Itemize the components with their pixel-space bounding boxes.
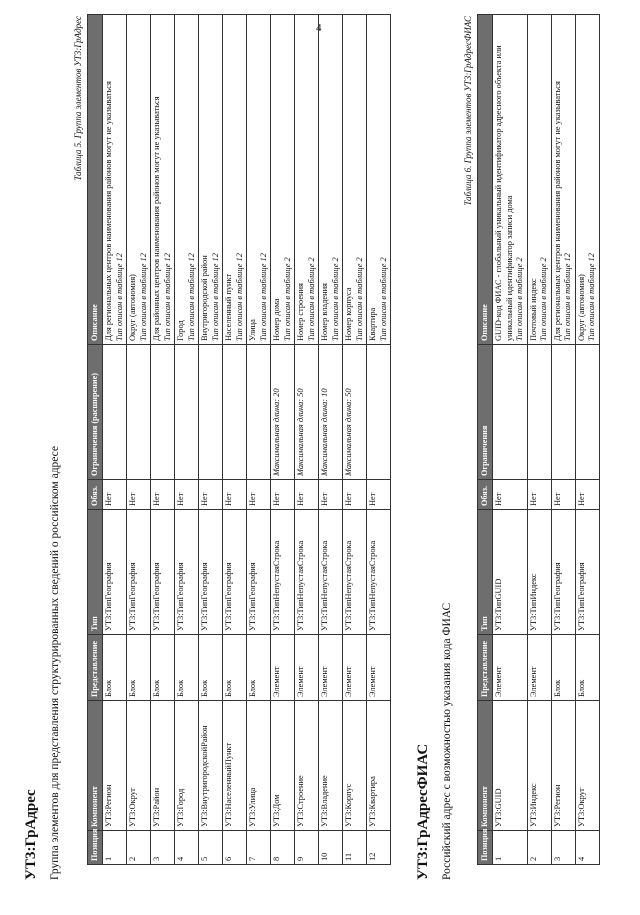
position-cell: 5 [199, 831, 223, 865]
type-cell: УТ3:ТипГеография [175, 510, 199, 635]
description-cell [247, 15, 271, 345]
description-line: Почтовый индекс [528, 278, 538, 341]
table-row [247, 15, 271, 865]
restriction-cell [127, 345, 151, 480]
restriction-cell [551, 345, 575, 480]
position-cell: 7 [247, 831, 271, 865]
position-cell: 4 [575, 831, 599, 865]
restriction-cell [247, 345, 271, 480]
component-cell: УТ3:Регион [551, 701, 575, 831]
description-cell [295, 15, 319, 345]
table-row [127, 15, 151, 865]
description-line: Округ (автономия) [128, 274, 138, 341]
component-cell: УТ3:Дом [271, 701, 295, 831]
required-cell: Нет [319, 480, 343, 510]
description-line: Для региональных центров наименования районов могут не указываться [104, 81, 114, 341]
position-cell: 6 [223, 831, 247, 865]
table-row [319, 15, 343, 865]
position-cell: 12 [367, 831, 391, 865]
component-cell: УТ3:Владение [319, 701, 343, 831]
table-row [271, 15, 295, 865]
required-cell: Нет [575, 480, 599, 510]
position-cell: 8 [271, 831, 295, 865]
representation-cell: Блок [175, 635, 199, 701]
type-cell: УТ3:ТипГеография [127, 510, 151, 635]
description-line: Тип описан в таблице 12 [234, 253, 244, 341]
representation-cell: Элемент [271, 635, 295, 701]
header-required: Обяз. [478, 480, 493, 510]
component-cell: УТ3:Квартира [367, 701, 391, 831]
restriction-cell [367, 345, 391, 480]
position-cell: 1 [103, 831, 127, 865]
component-cell: УТ3:Индекс [527, 701, 551, 831]
component-cell: УТ3:НаселенныйПункт [223, 701, 247, 831]
description-line: Тип описан в таблице 2 [354, 257, 364, 341]
restriction-cell [151, 345, 175, 480]
header-restrictions: Ограничения (расширение) [88, 345, 103, 480]
representation-cell: Блок [151, 635, 175, 701]
header-position: Позиция [88, 831, 103, 865]
type-cell: УТ3:ТипГеография [247, 510, 271, 635]
component-cell: УТ3:GUID [493, 701, 528, 831]
position-cell: 10 [319, 831, 343, 865]
type-cell: УТ3:ТипГеография [103, 510, 127, 635]
component-cell: УТ3:Регион [103, 701, 127, 831]
required-cell: Нет [127, 480, 151, 510]
type-cell: УТ3:ТипГеография [575, 510, 599, 635]
component-cell: УТ3:ВнутригородскойРайон [199, 701, 223, 831]
description-cell [319, 15, 343, 345]
description-line: Округ (автономия) [576, 274, 586, 341]
description-line: Номер владения [320, 283, 330, 341]
table-row [175, 15, 199, 865]
representation-cell: Элемент [295, 635, 319, 701]
component-cell: УТ3:Округ [575, 701, 599, 831]
description-line: Для региональных центров наименования районов могут не указываться [552, 81, 562, 341]
table-row [151, 15, 175, 865]
representation-cell: Элемент [493, 635, 528, 701]
description-line: Тип описан в таблице 2 [378, 257, 388, 341]
description-line: Номер дома [272, 298, 282, 341]
description-line: Тип описан в таблице 12 [162, 253, 172, 341]
description-cell [223, 15, 247, 345]
description-cell [151, 15, 175, 345]
type-cell: УТ3:ТипНепустаяСтрока [343, 510, 367, 635]
restriction-cell [493, 345, 528, 480]
required-cell: Нет [223, 480, 247, 510]
table-row [493, 15, 528, 865]
component-cell: УТ3:Город [175, 701, 199, 831]
description-line: Тип описан в таблице 12 [587, 253, 597, 341]
position-cell: 1 [493, 831, 528, 865]
component-cell: УТ3:Улица [247, 701, 271, 831]
table-row [199, 15, 223, 865]
description-cell [271, 15, 295, 345]
description-line: Тип описан в таблице 2 [306, 257, 316, 341]
table-row [103, 15, 127, 865]
type-cell: УТ3:ТипНепустаяСтрока [319, 510, 343, 635]
description-line: Тип описан в таблице 2 [330, 257, 340, 341]
description-line: Тип описан в таблице 2 [539, 257, 549, 341]
description-cell [343, 15, 367, 345]
position-cell: 4 [175, 831, 199, 865]
type-cell: УТ3:ТипНепустаяСтрока [367, 510, 391, 635]
table-caption-6: Таблица 6. Группа элементов УТ3:ГрАдресФИАС [463, 16, 473, 206]
representation-cell: Блок [199, 635, 223, 701]
type-cell: УТ3:ТипНепустаяСтрока [271, 510, 295, 635]
table-header-row [478, 15, 493, 865]
restriction-cell [175, 345, 199, 480]
restriction-cell: Максимальная длина: 10 [319, 345, 343, 480]
table-row [551, 15, 575, 865]
type-cell: УТ3:ТипGUID [493, 510, 528, 635]
description-line: Тип описан в таблице 12 [563, 253, 573, 341]
description-line: Внутригородской район [200, 255, 210, 341]
description-line: Город [176, 320, 186, 341]
description-cell [551, 15, 575, 345]
restriction-cell: Максимальная длина: 50 [343, 345, 367, 480]
description-cell [575, 15, 599, 345]
position-cell: 3 [551, 831, 575, 865]
position-cell: 11 [343, 831, 367, 865]
table-row [367, 15, 391, 865]
description-cell [127, 15, 151, 345]
representation-cell: Блок [127, 635, 151, 701]
description-line: Тип описан в таблице 12 [258, 253, 268, 341]
header-type: Тип [88, 510, 103, 635]
description-cell [103, 15, 127, 345]
restriction-cell: Максимальная длина: 20 [271, 345, 295, 480]
page-number: 4 [316, 22, 322, 34]
description-line: Квартира [368, 307, 378, 341]
representation-cell: Элемент [319, 635, 343, 701]
type-cell: УТ3:ТипГеография [551, 510, 575, 635]
required-cell: Нет [295, 480, 319, 510]
restriction-cell [527, 345, 551, 480]
description-line: Тип описан в таблице 12 [138, 253, 148, 341]
section-title-address: УТ3:ГрАдрес [23, 789, 39, 880]
table-row [295, 15, 319, 865]
type-cell: УТ3:ТипНепустаяСтрока [295, 510, 319, 635]
description-line: Тип описан в таблице 12 [114, 253, 124, 341]
description-line: Тип описан в таблице 2 [282, 257, 292, 341]
position-cell: 2 [527, 831, 551, 865]
component-cell: УТ3:Район [151, 701, 175, 831]
description-line: Номер корпуса [344, 287, 354, 341]
required-cell: Нет [103, 480, 127, 510]
header-required: Обяз. [88, 480, 103, 510]
table-header-row [88, 15, 103, 865]
description-line: Улица [248, 319, 258, 341]
table-row [223, 15, 247, 865]
required-cell: Нет [271, 480, 295, 510]
position-cell: 3 [151, 831, 175, 865]
required-cell: Нет [343, 480, 367, 510]
required-cell: Нет [551, 480, 575, 510]
required-cell: Нет [175, 480, 199, 510]
rotated-content [15, 10, 625, 890]
position-cell: 2 [127, 831, 151, 865]
fias-address-table [477, 14, 600, 865]
section-subtitle-fias: Российский адрес с возможностью указания кода ФИАС [441, 602, 453, 880]
representation-cell: Блок [247, 635, 271, 701]
restriction-cell: Максимальная длина: 50 [295, 345, 319, 480]
type-cell: УТ3:ТипГеография [199, 510, 223, 635]
description-line: Тип описан в таблице 12 [210, 253, 220, 341]
header-description: Описание [88, 15, 103, 345]
representation-cell: Блок [223, 635, 247, 701]
table-caption-5: Таблица 5. Группа элементов УТ3:ГрАдрес [73, 16, 83, 181]
required-cell: Нет [493, 480, 528, 510]
section-subtitle-address: Группа элементов для представления структурированных сведений о российском адресе [49, 445, 61, 880]
representation-cell: Элемент [343, 635, 367, 701]
required-cell: Нет [199, 480, 223, 510]
component-cell: УТ3:Строение [295, 701, 319, 831]
header-description: Описание [478, 15, 493, 345]
description-cell [527, 15, 551, 345]
header-representation: Представление [88, 635, 103, 701]
representation-cell: Элемент [527, 635, 551, 701]
restriction-cell [199, 345, 223, 480]
description-cell [367, 15, 391, 345]
description-cell [199, 15, 223, 345]
representation-cell: Блок [103, 635, 127, 701]
table-row [527, 15, 551, 865]
restriction-cell [575, 345, 599, 480]
table-row [575, 15, 599, 865]
header-position: Позиция [478, 831, 493, 865]
header-type: Тип [478, 510, 493, 635]
representation-cell: Блок [551, 635, 575, 701]
required-cell: Нет [527, 480, 551, 510]
restriction-cell [103, 345, 127, 480]
section-title-fias: УТ3:ГрАдресФИАС [415, 743, 431, 880]
description-line: GUID-код ФИАС - глобальный уникальный идентификатор адресного объекта или уникальный идентификатор записи дома [494, 45, 514, 341]
address-elements-table [87, 14, 391, 865]
representation-cell: Элемент [367, 635, 391, 701]
header-component: Компонент [478, 701, 493, 831]
restriction-cell [223, 345, 247, 480]
description-line: Тип описан в таблице 2 [515, 257, 525, 341]
description-cell [175, 15, 199, 345]
table-row [343, 15, 367, 865]
description-cell [493, 15, 528, 345]
representation-cell: Блок [575, 635, 599, 701]
type-cell: УТ3:ТипИндекс [527, 510, 551, 635]
component-cell: УТ3:Корпус [343, 701, 367, 831]
description-line: Населенный пункт [224, 273, 234, 341]
description-line: Номер строения [296, 283, 306, 341]
header-restrictions: Ограничения [478, 345, 493, 480]
header-component: Компонент [88, 701, 103, 831]
component-cell: УТ3:Округ [127, 701, 151, 831]
type-cell: УТ3:ТипГеография [223, 510, 247, 635]
required-cell: Нет [367, 480, 391, 510]
description-line: Тип описан в таблице 12 [186, 253, 196, 341]
required-cell: Нет [247, 480, 271, 510]
description-line: Для районных центров наименования районов могут не указываться [152, 96, 162, 341]
position-cell: 9 [295, 831, 319, 865]
required-cell: Нет [151, 480, 175, 510]
type-cell: УТ3:ТипГеография [151, 510, 175, 635]
header-representation: Представление [478, 635, 493, 701]
